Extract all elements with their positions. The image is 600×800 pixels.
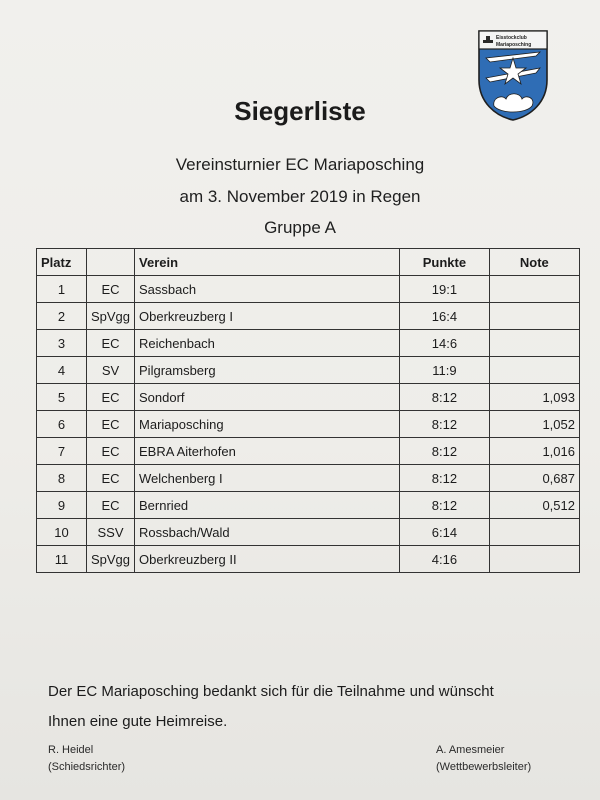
cell-club: EC	[86, 384, 134, 411]
cell-punkte: 8:12	[400, 411, 489, 438]
table-row	[37, 438, 580, 465]
cell-note: 0,512	[489, 492, 579, 519]
header-club	[86, 249, 134, 276]
table-row	[37, 546, 580, 573]
table-row	[37, 384, 580, 411]
cell-verein: Pilgramsberg	[135, 357, 400, 384]
cell-club: EC	[86, 492, 134, 519]
cell-punkte: 14:6	[400, 330, 489, 357]
header-platz: Platz	[37, 249, 87, 276]
subtitle-group: Gruppe A	[264, 218, 336, 237]
cell-club: EC	[86, 276, 134, 303]
table-row	[37, 519, 580, 546]
cell-verein: Oberkreuzberg II	[135, 546, 400, 573]
cell-punkte: 4:16	[400, 546, 489, 573]
cell-verein: Sassbach	[135, 276, 400, 303]
cell-note: 1,093	[489, 384, 579, 411]
header-punkte: Punkte	[400, 249, 489, 276]
cell-club: EC	[86, 465, 134, 492]
cell-platz: 2	[37, 303, 87, 330]
cell-punkte: 8:12	[400, 492, 489, 519]
signature-referee	[48, 742, 125, 776]
cell-club: SpVgg	[86, 303, 134, 330]
cell-verein: Welchenberg I	[135, 465, 400, 492]
cell-platz: 7	[37, 438, 87, 465]
cell-club: SSV	[86, 519, 134, 546]
cell-verein: EBRA Aiterhofen	[135, 438, 400, 465]
table-header-row	[37, 249, 580, 276]
cell-verein: Mariaposching	[135, 411, 400, 438]
cell-punkte: 6:14	[400, 519, 489, 546]
cell-verein: Sondorf	[135, 384, 400, 411]
header-note: Note	[489, 249, 579, 276]
header-verein: Verein	[135, 249, 400, 276]
cell-note	[489, 303, 579, 330]
cell-punkte: 16:4	[400, 303, 489, 330]
competition-lead-role: (Wettbewerbsleiter)	[436, 761, 532, 773]
cell-punkte: 19:1	[400, 276, 489, 303]
referee-role: (Schiedsrichter)	[48, 761, 126, 773]
cell-note: 1,052	[489, 411, 579, 438]
table-row	[37, 357, 580, 384]
table-row	[37, 330, 580, 357]
cell-note	[489, 357, 579, 384]
referee-name: R. Heidel	[48, 744, 94, 756]
table-row	[37, 411, 580, 438]
cell-club: SpVgg	[86, 546, 134, 573]
cell-punkte: 8:12	[400, 465, 489, 492]
subtitle-date: am 3. November 2019 in Regen	[179, 187, 421, 206]
cell-club: EC	[86, 438, 134, 465]
cell-club: EC	[86, 411, 134, 438]
cell-punkte: 8:12	[400, 438, 489, 465]
cell-club: SV	[86, 357, 134, 384]
cell-platz: 3	[37, 330, 87, 357]
cell-platz: 6	[37, 411, 87, 438]
cell-note	[489, 330, 579, 357]
cell-platz: 8	[37, 465, 87, 492]
cell-verein: Oberkreuzberg I	[135, 303, 400, 330]
logo-text-line2: Mariaposching	[496, 42, 532, 48]
cell-verein: Bernried	[135, 492, 400, 519]
table-row	[37, 276, 580, 303]
signature-competition-lead	[436, 742, 531, 776]
cell-note	[489, 546, 579, 573]
footer-thanks-line2: Ihnen eine gute Heimreise.	[48, 713, 228, 730]
logo-text-line1: Eisstockclub	[496, 35, 527, 41]
table-row	[37, 465, 580, 492]
cell-platz: 9	[37, 492, 87, 519]
cell-platz: 5	[37, 384, 87, 411]
subtitle-tournament: Vereinsturnier EC Mariaposching	[175, 155, 425, 174]
cell-note: 0,687	[489, 465, 579, 492]
cell-platz: 4	[37, 357, 87, 384]
page-title: Siegerliste	[234, 96, 366, 126]
cell-punkte: 8:12	[400, 384, 489, 411]
cell-note: 1,016	[489, 438, 579, 465]
table-row	[37, 492, 580, 519]
cell-club: EC	[86, 330, 134, 357]
cell-verein: Reichenbach	[135, 330, 400, 357]
cell-verein: Rossbach/Wald	[135, 519, 400, 546]
table-row	[37, 303, 580, 330]
cell-note	[489, 519, 579, 546]
footer-thanks-line1: Der EC Mariaposching bedankt sich für die Teilnahme und wünscht	[48, 683, 494, 700]
results-table	[36, 248, 580, 573]
cell-platz: 1	[37, 276, 87, 303]
cell-note	[489, 276, 579, 303]
cell-punkte: 11:9	[400, 357, 489, 384]
cell-platz: 11	[37, 546, 87, 573]
competition-lead-name: A. Amesmeier	[436, 744, 505, 756]
cell-platz: 10	[37, 519, 87, 546]
